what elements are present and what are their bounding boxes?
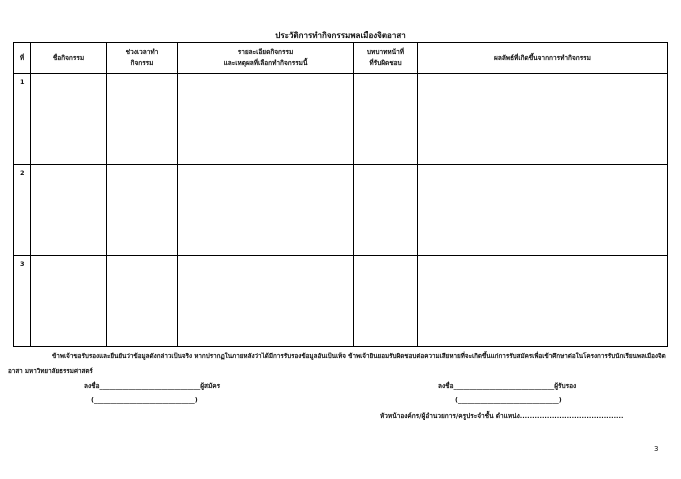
- cell-activity-details[interactable]: [178, 74, 354, 165]
- cell-activity-period[interactable]: [107, 74, 178, 165]
- cell-activity-details[interactable]: [178, 165, 354, 256]
- cell-activity-name[interactable]: [31, 256, 107, 347]
- header-no: ที่: [14, 43, 31, 74]
- header-outcome: ผลลัพธ์ที่เกิดขึ้นจากการทำกิจกรรม: [418, 43, 668, 74]
- cell-role[interactable]: [354, 256, 418, 347]
- activity-history-table: [13, 42, 668, 347]
- certifier-position-line[interactable]: หัวหน้าองค์กร/ผู้อำนวยการ/ครูประจำชั้น ตำแหน่ง..........................................: [380, 412, 624, 420]
- applicant-signature-line[interactable]: ลงชื่อ_______________________________ผู้สมัคร: [84, 382, 221, 390]
- cell-outcome[interactable]: [418, 165, 668, 256]
- declaration-text: ข้าพเจ้าขอรับรองและยืนยันว่าข้อมูลดังกล่าวเป็นจริง หากปรากฏในภายหลังว่าได้มีการรับรองข้อมูลอันเป็นเท็จ ข้าพเจ้ายินยอมรับผิดชอบต่อความเสียหายที่จะเกิดขึ้นแก่การรับสมัครเพื่อเข้าศึกษาต่อในโครงการรับนักเรียนพลเมืองจิตอาสา มหาวิทยาลัยธรรมศาสตร์: [8, 353, 666, 375]
- cell-outcome[interactable]: [418, 74, 668, 165]
- cell-activity-name[interactable]: [31, 165, 107, 256]
- form-title: ประวัติการทำกิจกรรมพลเมืองจิตอาสา: [275, 31, 406, 40]
- cell-activity-period[interactable]: [107, 165, 178, 256]
- cell-activity-period[interactable]: [107, 256, 178, 347]
- cell-activity-details[interactable]: [178, 256, 354, 347]
- certifier-signature-line[interactable]: ลงชื่อ_______________________________ผู้รับรอง: [438, 382, 577, 390]
- row-number: 3: [14, 256, 31, 347]
- table-row: [14, 165, 668, 256]
- cell-activity-name[interactable]: [31, 74, 107, 165]
- header-activity-period: ช่วงเวลาทำ กิจกรรม: [107, 43, 178, 74]
- page-number: 3: [654, 445, 659, 453]
- certifier-name-line[interactable]: (_______________________________): [455, 396, 562, 404]
- header-activity-details: รายละเอียดกิจกรรม และเหตุผลที่เลือกทำกิจกรรมนี้: [178, 43, 354, 74]
- table-header-row: [14, 43, 668, 74]
- row-number: 1: [14, 74, 31, 165]
- header-activity-name: ชื่อกิจกรรม: [31, 43, 107, 74]
- table-row: [14, 74, 668, 165]
- cell-outcome[interactable]: [418, 256, 668, 347]
- cell-role[interactable]: [354, 74, 418, 165]
- cell-role[interactable]: [354, 165, 418, 256]
- row-number: 2: [14, 165, 31, 256]
- header-role: บทบาทหน้าที่ ที่รับผิดชอบ: [354, 43, 418, 74]
- table-row: [14, 256, 668, 347]
- applicant-name-line[interactable]: (_______________________________): [91, 396, 198, 404]
